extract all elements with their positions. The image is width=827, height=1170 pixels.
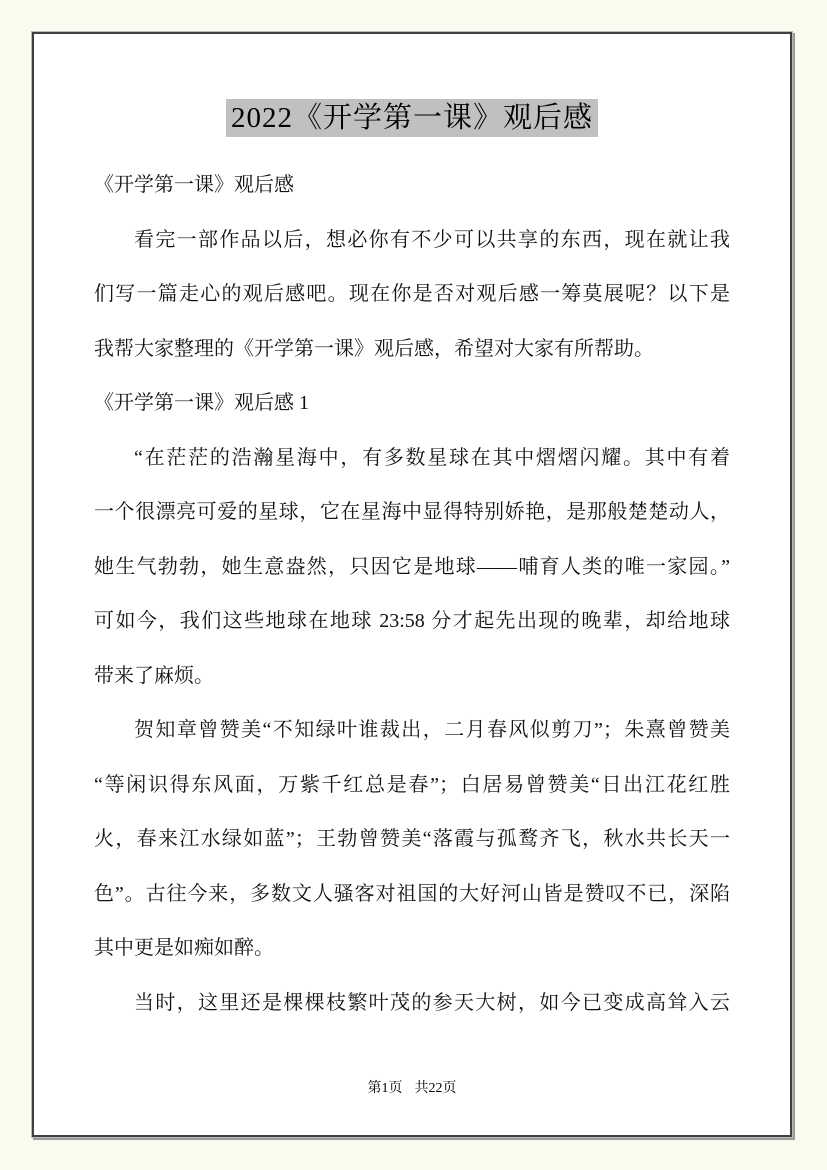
body-text xyxy=(94,158,730,1030)
title-highlight: 2022《开学第一课》观后感 xyxy=(226,99,598,137)
text-line: 们写一篇走心的观后感吧。现在你是否对观后感一筹莫展呢？以下是 xyxy=(94,283,730,305)
text-line: 看完一部作品以后，想必你有不少可以共享的东西，现在就让我 xyxy=(134,228,730,251)
text-line: 当时，这里还是棵棵枝繁叶茂的参天大树，如今已变成高耸入云 xyxy=(134,991,730,1014)
page-content xyxy=(34,34,790,1135)
text-line: 贺知章曾赞美“不知绿叶谁裁出，二月春风似剪刀”；朱熹曾赞美 xyxy=(134,719,730,741)
page-footer xyxy=(34,1077,790,1097)
text-line: 色”。古往今来，多数文人骚客对祖国的大好河山皆是赞叹不已，深陷 xyxy=(94,882,730,905)
text-line: 《开学第一课》观后感 1 xyxy=(94,392,309,414)
document-title xyxy=(94,34,730,139)
page-number-total: 共22页 xyxy=(414,1081,457,1096)
text-line: 其中更是如痴如醉。 xyxy=(94,937,274,959)
page-number-current: 第1页 xyxy=(367,1081,403,1096)
text-line: 一个很漂亮可爱的星球，它在星海中显得特别娇艳，是那般楚楚动人， xyxy=(94,501,730,523)
text-line: 我帮大家整理的《开学第一课》观后感，希望对大家有所帮助。 xyxy=(94,337,654,360)
text-line: 她生气勃勃，她生意盎然，只因它是地球——哺育人类的唯一家园。” xyxy=(94,555,730,578)
text-line: “等闲识得东风面，万紫千红总是春”；白居易曾赞美“日出江花红胜 xyxy=(94,773,730,796)
text-line: 可如今，我们这些地球在地球 23:58 分才起先出现的晚辈，却给地球 xyxy=(94,610,730,632)
text-line: 带来了麻烦。 xyxy=(94,664,214,687)
text-line: “在茫茫的浩瀚星海中，有多数星球在其中熠熠闪耀。其中有着 xyxy=(134,446,730,469)
document-page xyxy=(32,32,792,1137)
text-line: 火，春来江水绿如蓝”；王勃曾赞美“落霞与孤鹜齐飞，秋水共长天一 xyxy=(94,828,730,850)
text-line: 《开学第一课》观后感 xyxy=(94,174,294,196)
